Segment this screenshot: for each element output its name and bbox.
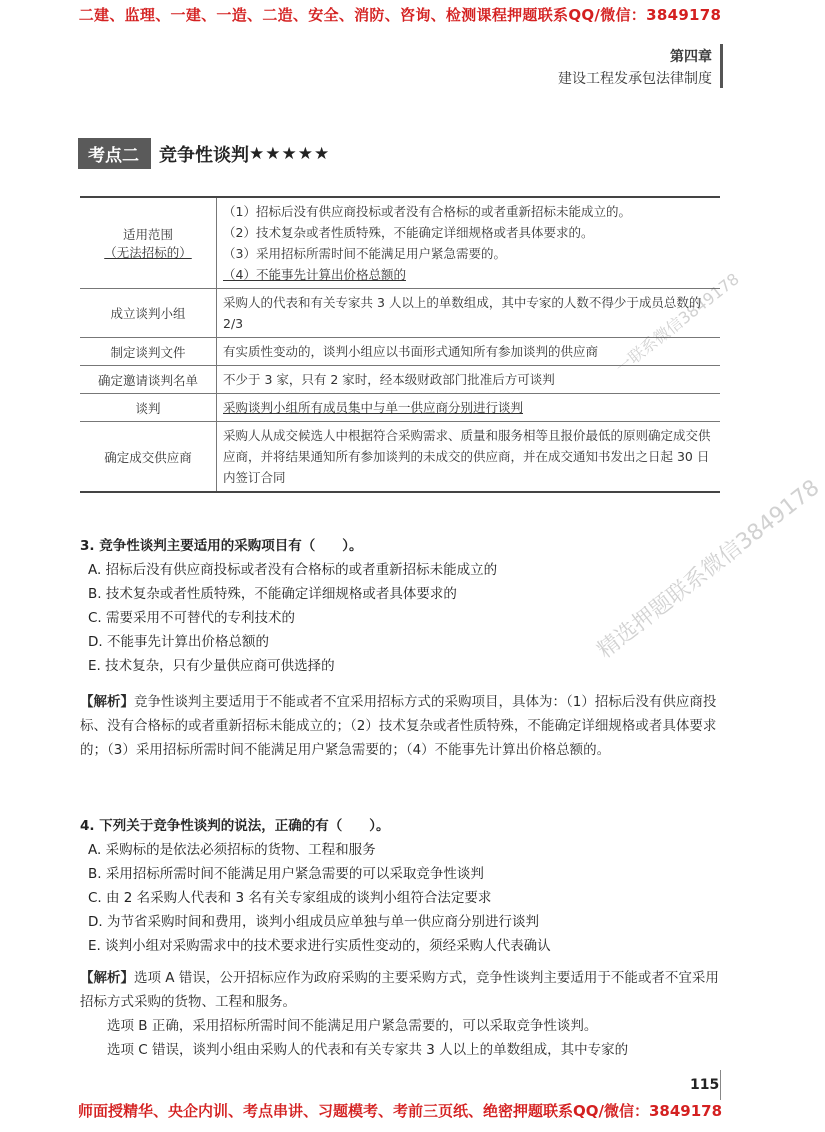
option-d: D. 不能事先计算出价格总额的 bbox=[88, 634, 269, 650]
section-title: 竞争性谈判 bbox=[159, 144, 249, 166]
row-value bbox=[217, 366, 721, 394]
watermark: 一联系微信3849178 bbox=[611, 269, 743, 378]
table-row bbox=[80, 394, 720, 422]
option-d: D. 为节省采购时间和费用，谈判小组成员应单独与单一供应商分别进行谈判 bbox=[88, 914, 539, 930]
option-c: C. 需要采用不可替代的专利技术的 bbox=[88, 610, 296, 626]
row-line: 采购人从成交候选人中根据符合采购需求、质量和服务相等且报价最低的原则确定成交供应商，并将结果通知所有参加谈判的未成交的供应商，并在成交通知书发出之日起 30 日内签订合同 bbox=[223, 428, 711, 485]
knowledge-table bbox=[80, 196, 720, 493]
question-4 bbox=[80, 814, 720, 958]
row-value bbox=[217, 289, 721, 338]
row-value bbox=[217, 197, 721, 289]
row-key: 确定成交供应商 bbox=[80, 422, 217, 493]
row-key-label: 适用范围 bbox=[122, 227, 173, 242]
option-e: E. 谈判小组对采购需求中的技术要求进行实质性变动的，须经采购人代表确认 bbox=[88, 938, 551, 954]
option-b: B. 技术复杂或者性质特殊，不能确定详细规格或者具体要求的 bbox=[88, 586, 457, 602]
row-line: 采购谈判小组所有成员集中与单一供应商分别进行谈判 bbox=[223, 400, 524, 415]
row-key-note: （无法招标的） bbox=[104, 245, 192, 260]
row-line: 有实质性变动的，谈判小组应以书面形式通知所有参加谈判的供应商 bbox=[223, 344, 599, 359]
promo-banner-top: 二建、监理、一建、一造、二造、安全、消防、咨询、检测课程押题联系QQ/微信：3849178 bbox=[78, 6, 722, 24]
analysis-q4 bbox=[80, 966, 730, 1062]
analysis-text: 选项 A 错误，公开招标应作为政府采购的主要采购方式，竞争性谈判主要适用于不能或者不宜采用招标方式采购的货物、工程和服务。 bbox=[80, 970, 719, 1010]
analysis-label: 【解析】 bbox=[80, 970, 134, 986]
question-stem: 3. 竞争性谈判主要适用的采购项目有（ ）。 bbox=[80, 538, 363, 554]
section-tag: 考点二 bbox=[78, 138, 151, 169]
row-value bbox=[217, 394, 721, 422]
analysis-text: 竞争性谈判主要适用于不能或者不宜采用招标方式的采购项目，具体为：（1）招标后没有供应商投标、没有合格标的或者重新招标未能成立的；（2）技术复杂或者性质特殊，不能确定详细规格或者具体要求的；（3）采用招标所需时间不能满足用户紧急需要的；（4）不能事先计算出价格总额的。 bbox=[80, 694, 717, 758]
question-stem: 4. 下列关于竞争性谈判的说法，正确的有（ ）。 bbox=[80, 818, 390, 834]
question-3 bbox=[80, 534, 720, 678]
row-line: （4）不能事先计算出价格总额的 bbox=[223, 267, 406, 282]
option-b: B. 采用招标所需时间不能满足用户紧急需要的可以采取竞争性谈判 bbox=[88, 866, 484, 882]
option-a: A. 招标后没有供应商投标或者没有合格标的或者重新招标未能成立的 bbox=[88, 562, 498, 578]
row-key: 确定邀请谈判名单 bbox=[80, 366, 217, 394]
page-number: 115 bbox=[690, 1077, 720, 1093]
option-c: C. 由 2 名采购人代表和 3 名有关专家组成的谈判小组符合法定要求 bbox=[88, 890, 492, 906]
chapter-divider bbox=[720, 44, 723, 88]
watermark: 精选押题联系微信3849178 bbox=[593, 475, 825, 664]
table-row bbox=[80, 289, 720, 338]
row-key: 谈判 bbox=[80, 394, 217, 422]
analysis-label: 【解析】 bbox=[80, 694, 134, 710]
row-value bbox=[217, 422, 721, 493]
option-a: A. 采购标的是依法必须招标的货物、工程和服务 bbox=[88, 842, 376, 858]
option-e: E. 技术复杂，只有少量供应商可供选择的 bbox=[88, 658, 335, 674]
chapter-title: 建设工程发承包法律制度 bbox=[558, 71, 712, 87]
analysis-b: 选项 B 正确，采用招标所需时间不能满足用户紧急需要的，可以采取竞争性谈判。 bbox=[107, 1018, 598, 1034]
row-line: 采购人的代表和有关专家共 3 人以上的单数组成，其中专家的人数不得少于成员总数的 2/3 bbox=[223, 295, 702, 331]
row-key: 成立谈判小组 bbox=[80, 289, 217, 338]
row-line: （3）采用招标所需时间不能满足用户紧急需要的。 bbox=[223, 246, 506, 261]
row-line: （1）招标后没有供应商投标或者没有合格标的或者重新招标未能成立的。 bbox=[223, 204, 631, 219]
row-line: （2）技术复杂或者性质特殊，不能确定详细规格或者具体要求的。 bbox=[223, 225, 594, 240]
chapter-header bbox=[558, 46, 712, 90]
analysis-q3 bbox=[80, 690, 730, 762]
table-row bbox=[80, 422, 720, 493]
row-key: 制定谈判文件 bbox=[80, 338, 217, 366]
chapter-number: 第四章 bbox=[670, 49, 712, 65]
page-number-divider bbox=[720, 1070, 721, 1100]
promo-banner-bottom: 师面授精华、央企内训、考点串讲、习题模考、考前三页纸、绝密押题联系QQ/微信：3849178 bbox=[77, 1102, 723, 1120]
table-row bbox=[80, 197, 720, 289]
analysis-c: 选项 C 错误，谈判小组由采购人的代表和有关专家共 3 人以上的单数组成，其中专家的 bbox=[107, 1042, 629, 1058]
row-line: 不少于 3 家，只有 2 家时，经本级财政部门批准后方可谈判 bbox=[223, 372, 555, 387]
row-key bbox=[80, 197, 217, 289]
section-heading bbox=[78, 138, 330, 169]
importance-stars: ★★★★★ bbox=[249, 143, 331, 164]
